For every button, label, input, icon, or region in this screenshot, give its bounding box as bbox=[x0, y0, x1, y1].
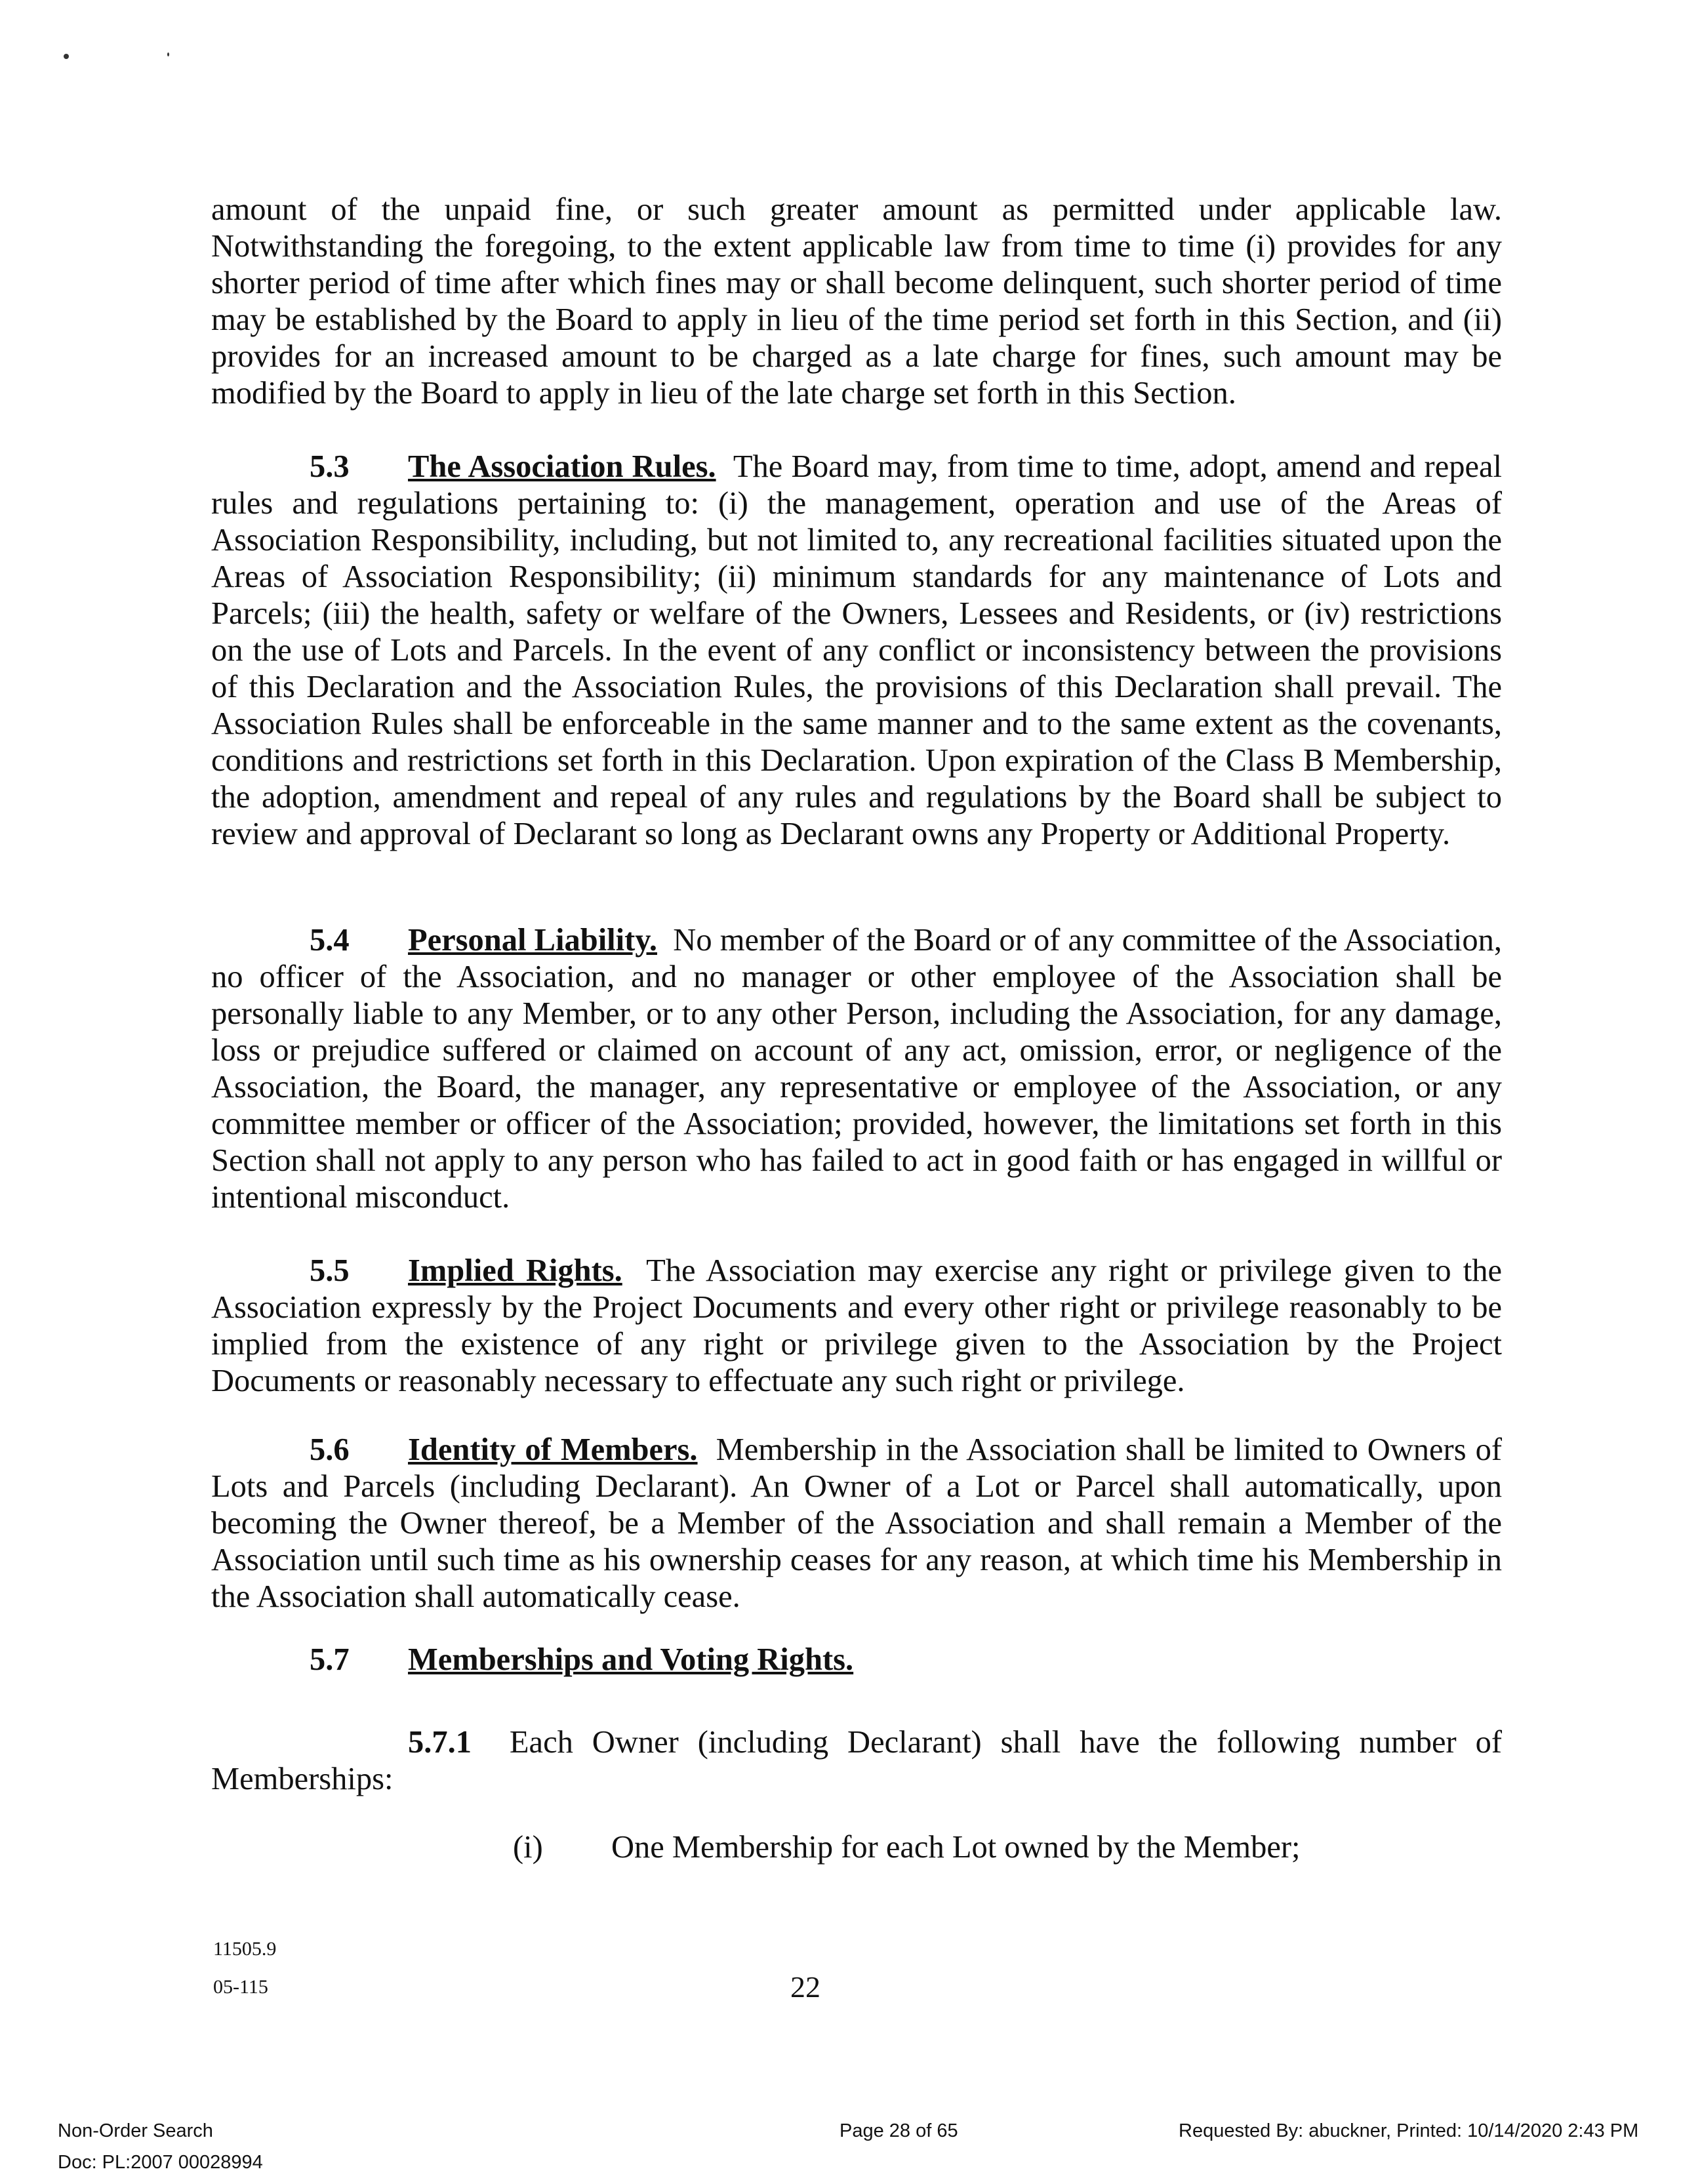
footer-left-2: Doc: PL:2007 00028994 bbox=[58, 2152, 263, 2173]
section-heading: Identity of Members. bbox=[408, 1432, 698, 1467]
scan-speck bbox=[64, 54, 69, 59]
intro-paragraph-text: amount of the unpaid fine, or such greater amount as permitted under applicable law. Notwithstanding the foregoing, to the extent applicable law from time to time (i) provides for any shorter period of time after which fines may or shall become delinquent, such shorter period of time may be established by the Board to apply in lieu of the time period set forth in this Section, and (ii) provides for an increased amount to be charged as a late charge for fines, such amount may be modified by the Board to apply in lieu of the late charge set forth in this Section. bbox=[211, 192, 1502, 411]
scan-speck bbox=[167, 52, 169, 56]
list-item-marker: (i) bbox=[513, 1830, 543, 1865]
section-heading: Personal Liability. bbox=[408, 923, 657, 958]
section-5-7 bbox=[211, 1642, 1502, 1678]
section-number: 5.4 bbox=[310, 923, 350, 958]
page-number: 22 bbox=[790, 1970, 820, 2004]
section-heading: Memberships and Voting Rights. bbox=[408, 1642, 854, 1677]
section-5-3 bbox=[211, 449, 1502, 853]
section-text: The Board may, from time to time, adopt, amend and repeal rules and regulations pertaining to: (i) the management, operation and use of the Areas of Association Responsibility, including, but not limited to, any recreational facilities situated upon the Areas of Association Responsibility; (ii) minimum standards for any maintenance of Lots and Parcels; (iii) the health, safety or welfare of the Owners, Lessees and Residents, or (iv) restrictions on the use of Lots and Parcels. In the event of any conflict or inconsistency between the provisions of this Declaration and the Association Rules, the provisions of this Declaration shall prevail. The Association Rules shall be enforceable in the same manner and to the same extent as the covenants, conditions and restrictions set forth in this Declaration. Upon expiration of the Class B Membership, the adoption, amendment and repeal of any rules and regulations by the Board shall be subject to review and approval of Declarant so long as Declarant owns any Property or Additional Property. bbox=[211, 449, 1503, 851]
section-text: Membership in the Association shall be limited to Owners of Lots and Parcels (including Declarant). An Owner of a Lot or Parcel shall automatically, upon becoming the Owner thereof, be a Member of the Association and shall remain a Member of the Association until such time as his ownership ceases for any reason, at which time his Membership in the Association shall automatically cease. bbox=[211, 1432, 1502, 1614]
footer-right: Requested By: abuckner, Printed: 10/14/2020 2:43 PM bbox=[1179, 2120, 1639, 2141]
list-item bbox=[513, 1829, 1301, 1866]
doc-code-1: 11505.9 bbox=[213, 1938, 277, 1960]
section-5-4 bbox=[211, 922, 1502, 1216]
footer-center: Page 28 of 65 bbox=[840, 2120, 958, 2141]
section-heading: The Association Rules. bbox=[408, 449, 716, 484]
subsection-5-7-1 bbox=[211, 1724, 1502, 1798]
footer-left-1: Non-Order Search bbox=[58, 2120, 213, 2141]
subsection-text: Each Owner (including Declarant) shall have the following number of Memberships: bbox=[211, 1725, 1503, 1796]
section-number: 5.3 bbox=[310, 449, 350, 484]
subsection-number: 5.7.1 bbox=[408, 1725, 472, 1760]
section-number: 5.7 bbox=[310, 1642, 350, 1677]
intro-paragraph bbox=[211, 192, 1502, 412]
section-number: 5.6 bbox=[310, 1432, 350, 1467]
doc-code-2: 05-115 bbox=[213, 1976, 268, 1998]
section-text: The Association may exercise any right or privilege given to the Association expressly by the Project Documents and every other right or privilege reasonably to be implied from the existence of any right or privilege given to the Association by the Project Documents or reasonably necessary to effectuate any such right or privilege. bbox=[211, 1253, 1502, 1398]
section-number: 5.5 bbox=[310, 1253, 350, 1288]
section-text: No member of the Board or of any committee of the Association, no officer of the Association, and no manager or other employee of the Association shall be personally liable to any Member, or to any other Person, including the Association, for any damage, loss or prejudice suffered or claimed on account of any act, omission, error, or negligence of the Association, the Board, the manager, any representative or employee of the Association, or any committee member or officer of the Association; provided, however, the limitations set forth in this Section shall not apply to any person who has failed to act in good faith or has engaged in willful or intentional misconduct. bbox=[211, 923, 1502, 1215]
list-item-text: One Membership for each Lot owned by the Member; bbox=[611, 1830, 1301, 1865]
section-5-6 bbox=[211, 1432, 1502, 1615]
section-heading: Implied Rights. bbox=[408, 1253, 622, 1288]
section-5-5 bbox=[211, 1253, 1502, 1400]
